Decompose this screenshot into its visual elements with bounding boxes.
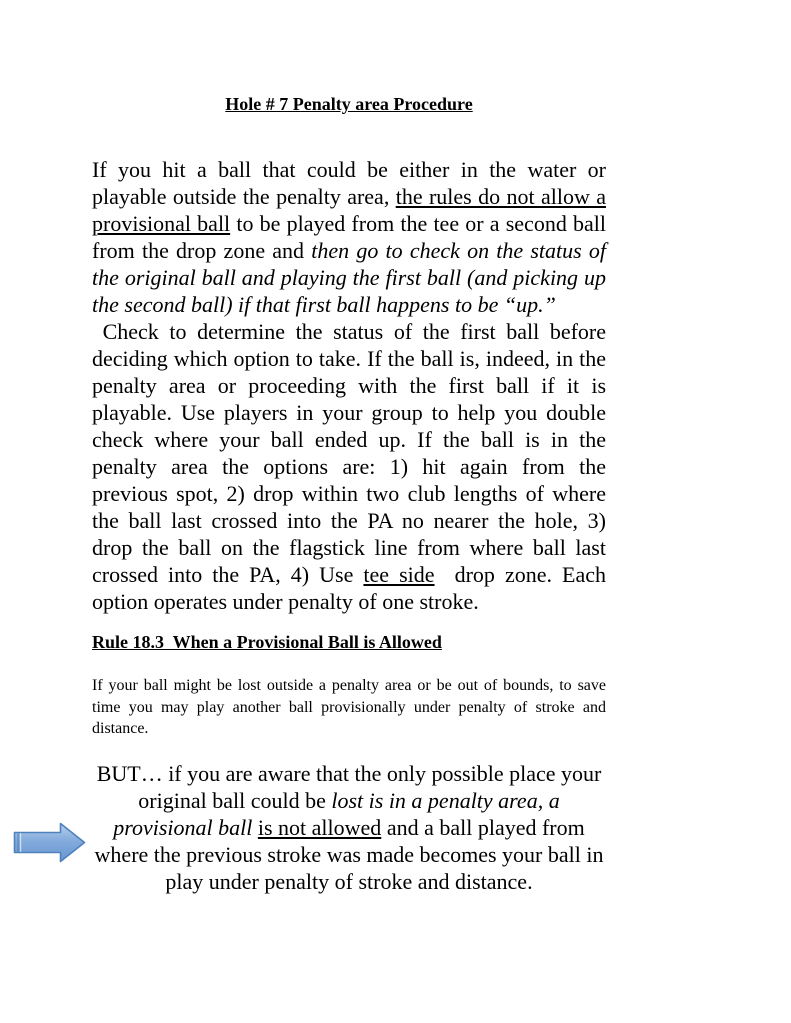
blue-right-arrow-icon <box>13 821 87 865</box>
but-paragraph <box>92 760 606 895</box>
text-segment: tee side <box>363 562 435 587</box>
main-text-block <box>92 156 606 615</box>
rule-18-3-body: If your ball might be lost outside a penalty area or be out of bounds, to save time you may play another ball provisionally under penalty of stroke and distance. <box>92 677 606 737</box>
arrow-shape <box>15 824 85 862</box>
text-segment: If you hit a ball that could be either in the water or playable outside the penalty area, <box>92 157 606 209</box>
text-segment: then go to check on the status of the original ball and playing the first ball (and picking up the second ball) if that first ball happens to be “up.” <box>92 238 607 317</box>
paragraph-check-status <box>92 318 606 615</box>
text-segment: the rules do not allow a provisional ball <box>92 184 606 236</box>
paragraph-intro <box>92 156 606 318</box>
text-segment: Check to determine the status of the first ball before deciding which option to take. If the ball is, indeed, in the penalty area or proceeding with the first ball if it is playable. Use players in your group to help you double check where your ball ended up. If the ball is in the penalty area the options are: 1) hit again from the previous spot, 2) drop within two club lengths of where the ball last crossed into the PA no nearer the hole, 3) drop the ball on the flagstick line from where ball last crossed into the PA, 4) Use <box>92 319 606 587</box>
text-segment: lost is in a penalty area, a provisional ball <box>113 787 560 840</box>
text-segment: and a ball played from where the previous stroke was made becomes your ball in play under penalty of stroke and distance. <box>94 814 604 894</box>
text-segment: BUT… if you are aware that the only possible place your original ball could be <box>96 760 602 813</box>
text-segment: drop zone. Each option operates under penalty of one stroke. <box>92 562 606 614</box>
rule-18-3-heading: Rule 18.3 When a Provisional Ball is Allowed <box>92 632 442 652</box>
text-segment: is not allowed <box>257 814 382 840</box>
text-column <box>92 93 606 895</box>
text-segment: to be played from the tee or a second ball from the drop zone and <box>92 211 606 263</box>
page-title: Hole # 7 Penalty area Procedure <box>225 94 473 114</box>
